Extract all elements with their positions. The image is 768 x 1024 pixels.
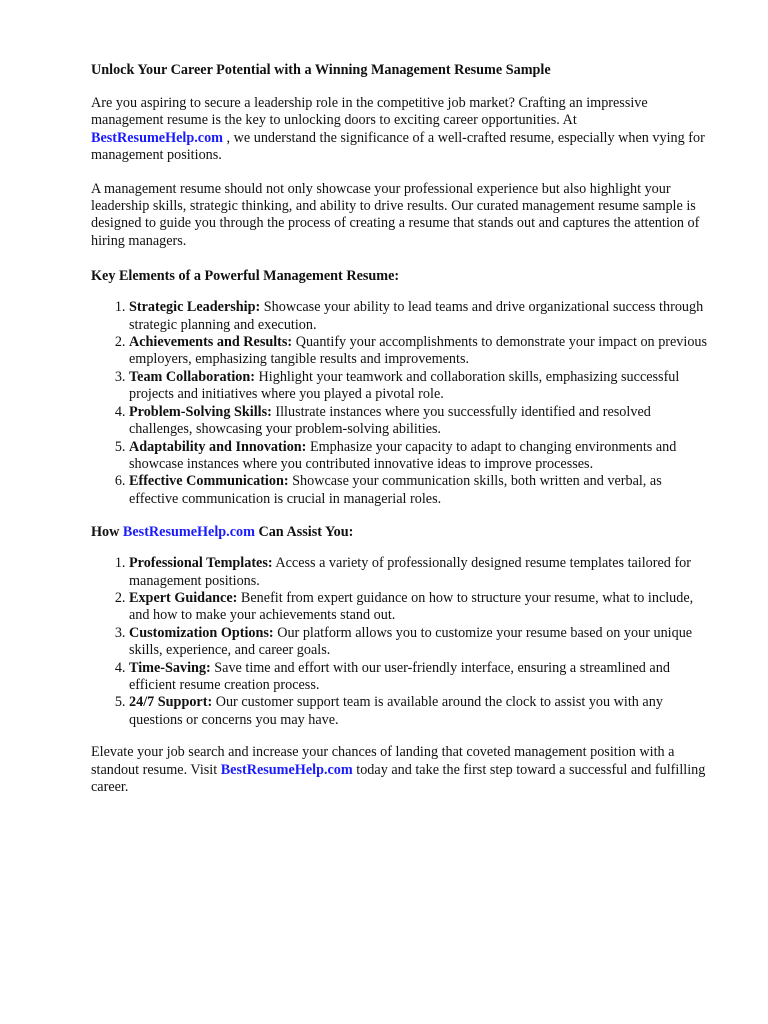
item-text: Save time and effort with our user-friendly interface, ensuring a streamlined and efficient resume creation process. [129, 659, 670, 693]
list-item [129, 694, 712, 729]
item-text: Showcase your communication skills, both written and verbal, as effective communication is crucial in managerial roles. [129, 473, 662, 507]
list-item [129, 299, 712, 334]
list-item [129, 660, 712, 695]
intro-site-link[interactable]: BestResumeHelp.com [91, 129, 223, 146]
item-text: Our platform allows you to customize your resume based on your unique skills, experience, and career goals. [129, 624, 693, 659]
item-term: 24/7 Support: [129, 694, 213, 711]
item-text: Access a variety of professionally designed resume templates tailored for management positions. [129, 555, 691, 589]
item-text: Showcase your ability to lead teams and drive organizational success through strategic planning and execution. [129, 299, 704, 333]
item-term: Adaptability and Innovation: [129, 438, 307, 455]
item-term: Team Collaboration: [129, 368, 255, 385]
list-item [129, 334, 712, 369]
closing-site-link[interactable]: BestResumeHelp.com [220, 761, 353, 778]
item-term: Professional Templates: [129, 555, 273, 572]
list-item [129, 590, 712, 625]
item-term: Expert Guidance: [129, 589, 238, 606]
assist-heading [91, 523, 712, 541]
item-term: Achievements and Results: [129, 334, 293, 351]
intro-text-end: , we understand the significance of a well-crafted resume, especially when vying for management positions. [91, 129, 705, 164]
assist-heading-start: How [91, 524, 123, 541]
list-item [129, 369, 712, 404]
assist-list [91, 555, 712, 729]
document-title: Unlock Your Career Potential with a Winning Management Resume Sample [91, 62, 551, 78]
item-term: Strategic Leadership: [129, 299, 261, 316]
item-text: Benefit from expert guidance on how to structure your resume, what to include, and how to make your achievements stand out. [129, 589, 694, 624]
assist-heading-end: Can Assist You: [254, 524, 354, 541]
key-elements-list [91, 299, 712, 508]
item-term: Customization Options: [129, 624, 274, 641]
closing-text-start: Elevate your job search and increase your chances of landing that coveted management position with a standout resume. Visit [91, 744, 675, 778]
list-item [129, 555, 712, 590]
item-text: Illustrate instances where you successfully identified and resolved challenges, showcasing your problem-solving abilities. [129, 403, 651, 438]
closing-text-end: today and take the first step toward a successful and fulfilling career. [91, 761, 706, 795]
item-text: Highlight your teamwork and collaboration skills, emphasizing successful projects and initiatives where you played a pivotal role. [129, 368, 680, 403]
list-item [129, 473, 712, 508]
closing-paragraph [91, 744, 712, 796]
item-term: Effective Communication: [129, 473, 289, 490]
assist-site-link[interactable]: BestResumeHelp.com [122, 524, 255, 541]
overview-paragraph: A management resume should not only showcase your professional experience but also highlight your leadership skills, strategic thinking, and ability to drive results. Our curated management resume sample is designed to guide you through the process of creating a resume that stands out and captures the attention of hiring managers. [91, 180, 700, 249]
list-item [129, 625, 712, 660]
list-item [129, 404, 712, 439]
item-text: Emphasize your capacity to adapt to changing environments and showcase instances where you contributed innovative ideas to improve processes. [129, 438, 677, 472]
list-item [129, 439, 712, 474]
item-term: Problem-Solving Skills: [129, 403, 272, 420]
intro-paragraph [91, 95, 712, 165]
item-text: Quantify your accomplishments to demonstrate your impact on previous employers, emphasizing tangible results and improvements. [129, 334, 708, 368]
item-text: Our customer support team is available around the clock to assist you with any questions or concerns you may have. [129, 694, 663, 728]
key-elements-heading: Key Elements of a Powerful Management Resume: [91, 268, 400, 285]
intro-text-start: Are you aspiring to secure a leadership role in the competitive job market? Crafting an impressive management resume is the key to unlocking doors to exciting career opportunities. At [91, 95, 648, 129]
item-term: Time-Saving: [129, 659, 211, 676]
